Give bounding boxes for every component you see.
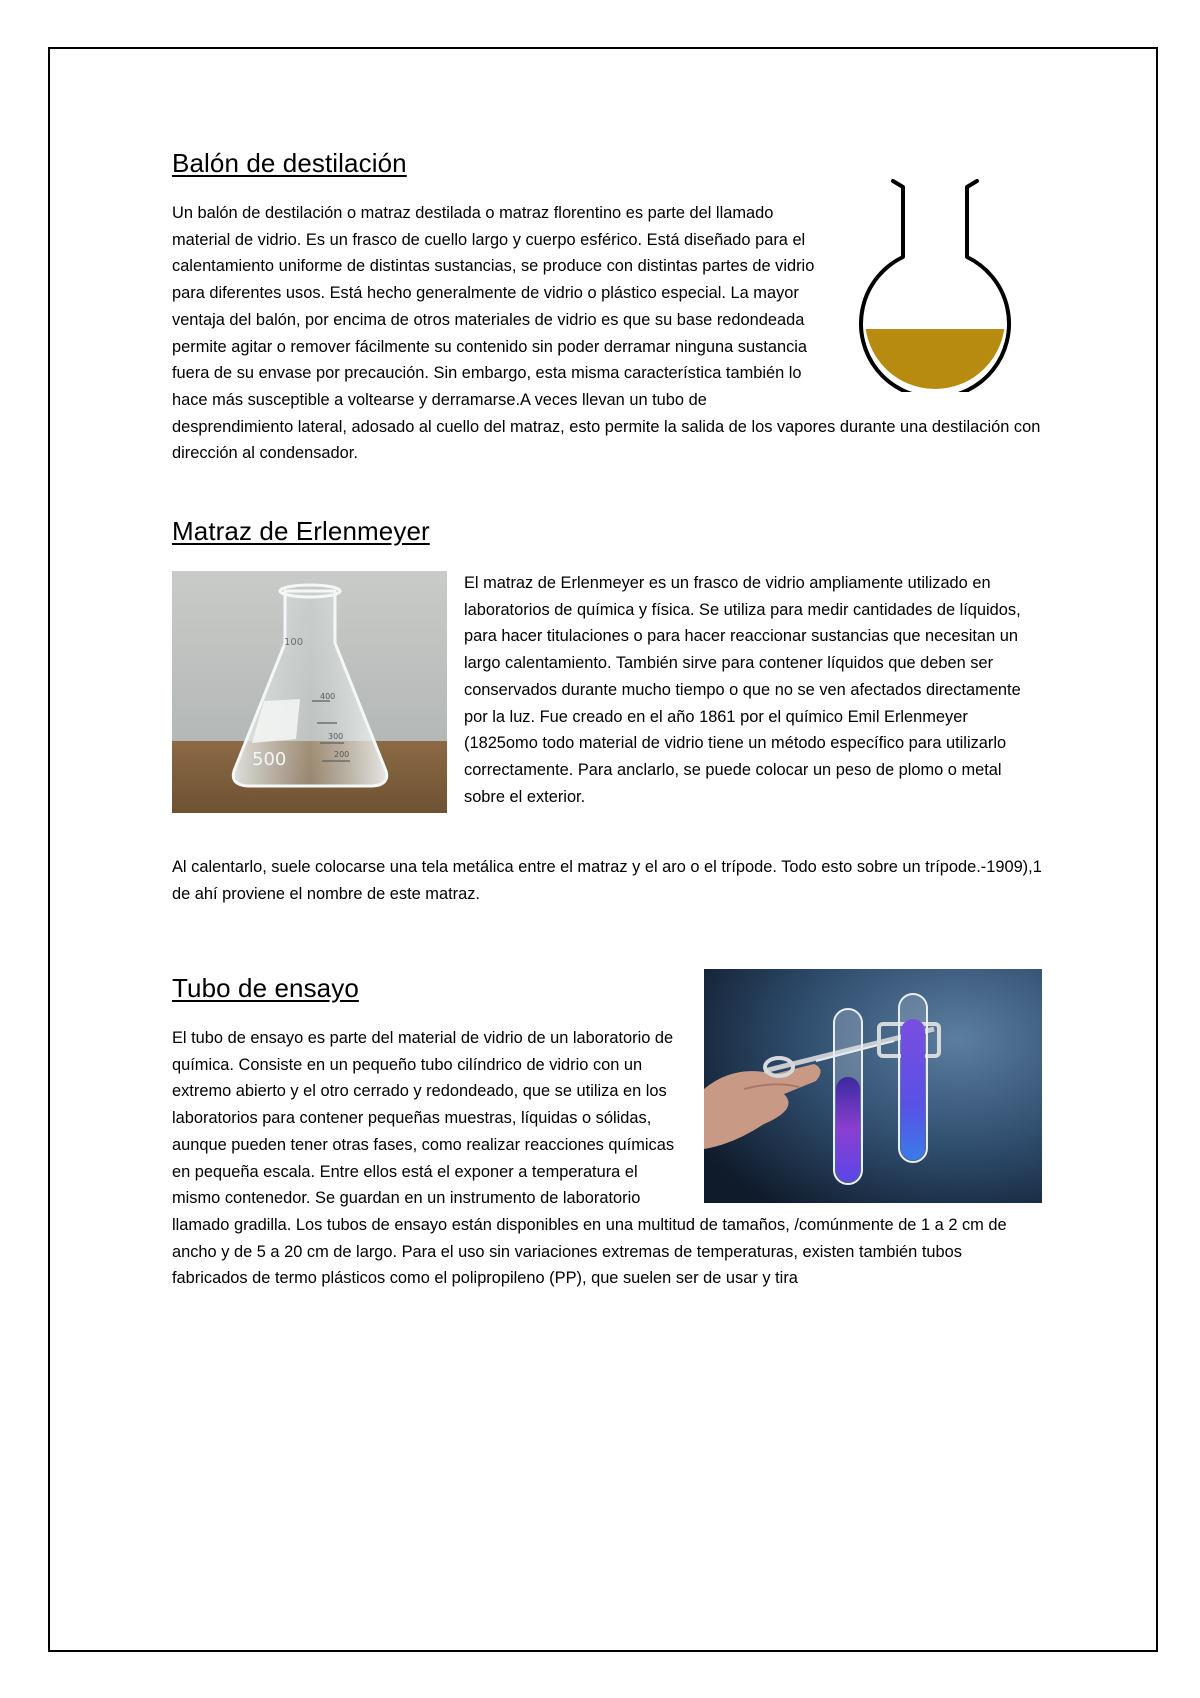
erlenmeyer-marking-500: 500 bbox=[252, 749, 287, 770]
test-tubes-photo bbox=[704, 969, 1042, 1203]
erlenmeyer-flask-photo bbox=[172, 571, 447, 813]
erlenmeyer-marking-400: 400 bbox=[320, 692, 336, 701]
paragraph-erlenmeyer: El matraz de Erlenmeyer es un frasco de vidrio ampliamente utilizado en laboratorios de química y física. Se utiliza para medir cantidades de líquidos, para hacer titulaciones o para hacer reaccionar sustancias que necesitan un largo calentamiento. También sirve para contener líquidos que deben ser conservados durante mucho tiempo o que no se ven afectados directamente por la luz. Fue creado en el año 1861 por el químico Emil Erlenmeyer (1825omo todo material de vidrio tiene un método específico para utilizarlo correctamente. Para anclarlo, se puede colocar un peso de plomo o metal sobre el exterior. bbox=[464, 574, 1021, 806]
paragraph-tubo bbox=[172, 1025, 1042, 1292]
heading-erlenmeyer: Matraz de Erlenmeyer bbox=[172, 516, 430, 546]
erlenmeyer-marking-200: 200 bbox=[334, 750, 350, 759]
round-bottom-flask-icon bbox=[833, 179, 1038, 392]
paragraph-tubo-text: El tubo de ensayo es parte del material de vidrio de un laboratorio de química. Consiste en un pequeño tubo cilíndrico de vidrio con un extremo abierto y el otro cerrado y redondeado, que se utiliza en los laboratorios para contener pequeñas muestras, líquidas o sólidas, aunque pueden tener otras fases, como realizar reacciones químicas en pequeña escala. Entre ellos está el exponer a temperatura el mismo contenedor. Se guardan en un instrumento de laboratorio llamado gradilla. Los tubos de ensayo están disponibles en una multitud de tamaños, /comúnmente de 1 a 2 cm de ancho y de 5 a 20 cm de largo. Para el uso sin variaciones extremas de temperaturas, existen también tubos fabricados de termo plásticos como el polipropileno (PP), que suelen ser de usar y tira bbox=[172, 1029, 1007, 1288]
erlenmeyer-marking-100: 100 bbox=[284, 637, 304, 648]
paragraph-erlenmeyer-2: Al calentarlo, suele colocarse una tela metálica entre el matraz y el aro o el trípode. Todo esto sobre un trípode.-1909),1 de ahí proviene el nombre de este matraz. bbox=[172, 858, 1042, 903]
erlenmeyer-marking-300: 300 bbox=[328, 732, 344, 741]
heading-balon: Balón de destilación bbox=[172, 148, 407, 178]
paragraph-balon bbox=[172, 200, 1042, 467]
paragraph-balon-text: Un balón de destilación o matraz destilada o matraz florentino es parte del llamado material de vidrio. Es un frasco de cuello largo y cuerpo esférico. Está diseñado para el calentamiento uniforme de distintas sustancias, se produce con distintas partes de vidrio para diferentes usos. Está hecho generalmente de vidrio o plástico especial. La mayor ventaja del balón, por encima de otros materiales de vidrio es que su base redondeada permite agitar o remover fácilmente su contenido sin poder derramar ninguna sustancia fuera de su envase por precaución. Sin embargo, esta misma característica también lo hace más susceptible a voltearse y derramarse.A veces llevan un tubo de desprendimiento lateral, adosado al cuello del matraz, esto permite la salida de los vapores durante una destilación con dirección al condensador. bbox=[172, 204, 1041, 463]
heading-tubo: Tubo de ensayo bbox=[172, 973, 359, 1003]
